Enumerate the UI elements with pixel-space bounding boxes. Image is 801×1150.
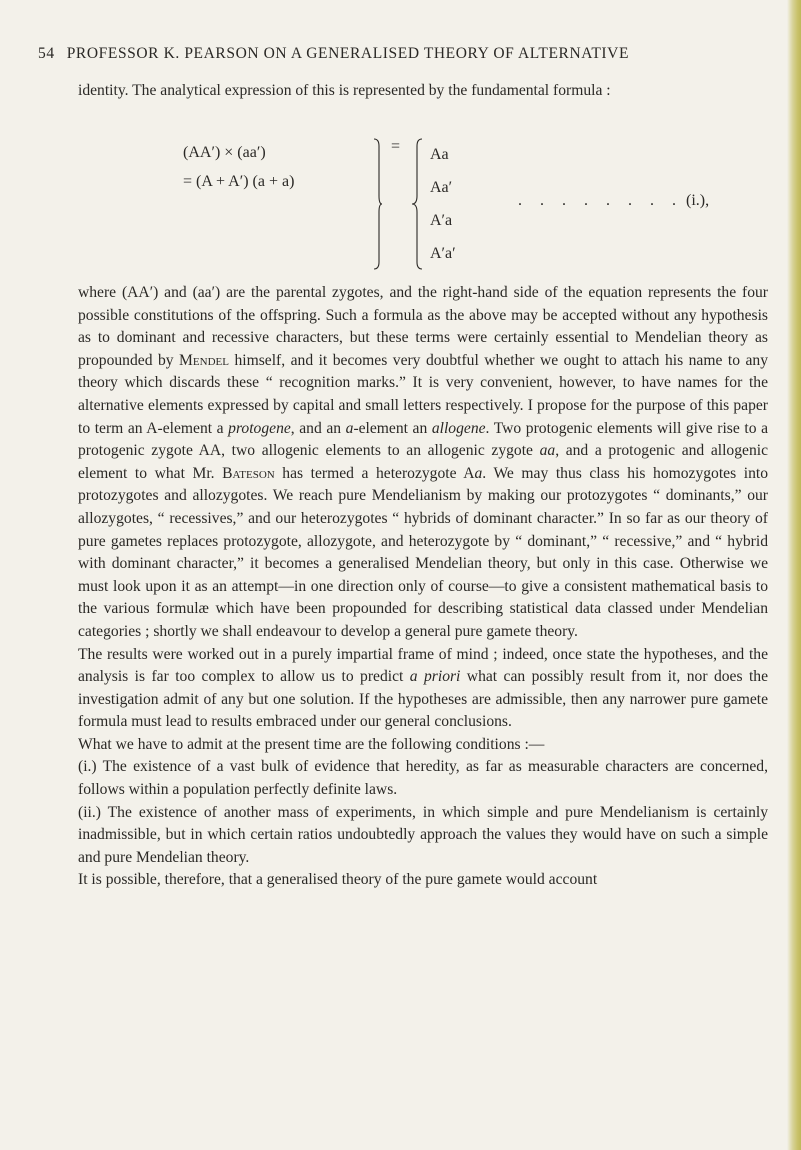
text-run: what can possibly result from it, nor does the investigation admit of any but one solution. If the hypotheses are admissible, then any narrower pure gamete formula must lead to results embraced under our general conclusions. [78,668,768,731]
italic-run: protogene [228,419,291,437]
text-run: What we have to admit at the present time are the following conditions :— [78,735,545,753]
body-paragraph [78,282,768,644]
text-run: The results were worked out in a purely impartial frame of mind ; indeed, once state the hypotheses, and the analysis is far too complex to allow us to predict [78,645,768,686]
italic-run: allogene [431,419,486,437]
text-run: It is possible, therefore, that a generalised theory of the pure gamete would account [78,871,598,889]
text-run: , and an [290,419,346,437]
formula-left-side [183,138,294,196]
formula-term: A′a′ [430,245,456,262]
intro-paragraph: identity. The analytical expression of this is represented by the fundamental formula : [78,82,611,99]
formula-term: Aa′ [430,179,453,196]
text-run: (ii.) The existence of another mass of experiments, in which simple and pure Mendelianism is certainly inadmissible, but in which certain ratios undoubtedly approach the values they would have on such a simple and pure Mendelian theory. [78,803,768,866]
formula-leader-dots: . . . . . . . . [518,192,683,209]
intro-text-block [78,80,768,103]
body-paragraph [78,802,768,870]
text-run: . Two protogenic elements will give rise to a protogenic zygote AA, two allogenic elements to an allogenic zygote [78,419,768,460]
equation-number: (i.), [686,192,710,209]
text-run: . We may thus class his homozygotes into protozygotes and allozygotes. We reach pure Mendelianism by making our protozygotes “ dominants,” our allozygotes, “ recessives,” and our heterozygotes “ hybrids of dominant character.” In so far as our theory of pure gametes replaces protozygote, allozygote, and heterozygote by “ dominant,” “ recessive,” and “ hybrid with dominant character,” it becomes a generalised Mendelian theory, but only in this case. Otherwise we must look upon it as an attempt—in one direction only of course—to give a consistent mathematical basis to the various formulæ which have been propounded for describing statistical data classed under Mendelian categories ; shortly we shall endeavour to develop a general pure gamete theory. [78,464,768,640]
text-run: where (AA′) and (aa′) are the parental zygotes, and the right-hand side of the equation represents the four possible constitutions of the offspring. Such a formula as the above may be accepted without any hypothesis as to dominant and recessive characters, but these terms were certainly essential to Mendelian theory as propounded by [78,284,768,369]
italic-run: a priori [409,668,461,686]
text-run: , and a protogenic and allogenic element to what Mr. [78,442,768,482]
formula-right-side [430,138,456,270]
italic-run: aa [539,442,556,460]
italic-run: a [345,419,354,437]
text-run: has termed a heterozygote A [274,464,475,482]
text-run: himself, and it becomes very doubtful whether we ought to attach his name to any theory which discards these “ recognition marks.” It is very convenient, however, to have names for the alternative elements expressed by capital and small letters respectively. I propose for the purpose of this paper to term an A-element a [78,351,768,437]
italic-run: a [474,464,483,482]
formula-term: A′a [430,212,453,229]
left-brace-icon [412,138,422,270]
formula-left-line-2: = (A + A′) (a + a) [183,173,295,190]
body-paragraph [78,734,768,757]
running-title: PROFESSOR K. PEARSON ON A GENERALISED THEORY OF ALTERNATIVE [66,45,630,62]
fundamental-formula [78,128,768,278]
running-header [38,45,758,63]
page-edge-discoloration [787,0,801,1150]
small-caps-run: Mendel [179,351,229,369]
right-brace-icon [374,138,382,270]
body-text-block [78,282,768,892]
body-paragraph [78,869,768,892]
formula-left-line-1: (AA′) × (aa′) [183,144,266,161]
formula-term: Aa [430,146,449,163]
text-run: (i.) The existence of a vast bulk of evidence that heredity, as far as measurable characters are concerned, follows within a population perfectly definite laws. [78,758,768,799]
formula-equals-sign: = [391,138,401,155]
small-caps-run: Bateson [222,464,275,482]
body-paragraph [78,644,768,734]
text-run: -element an [353,419,432,437]
page-number: 54 [38,45,55,62]
body-paragraph [78,756,768,801]
